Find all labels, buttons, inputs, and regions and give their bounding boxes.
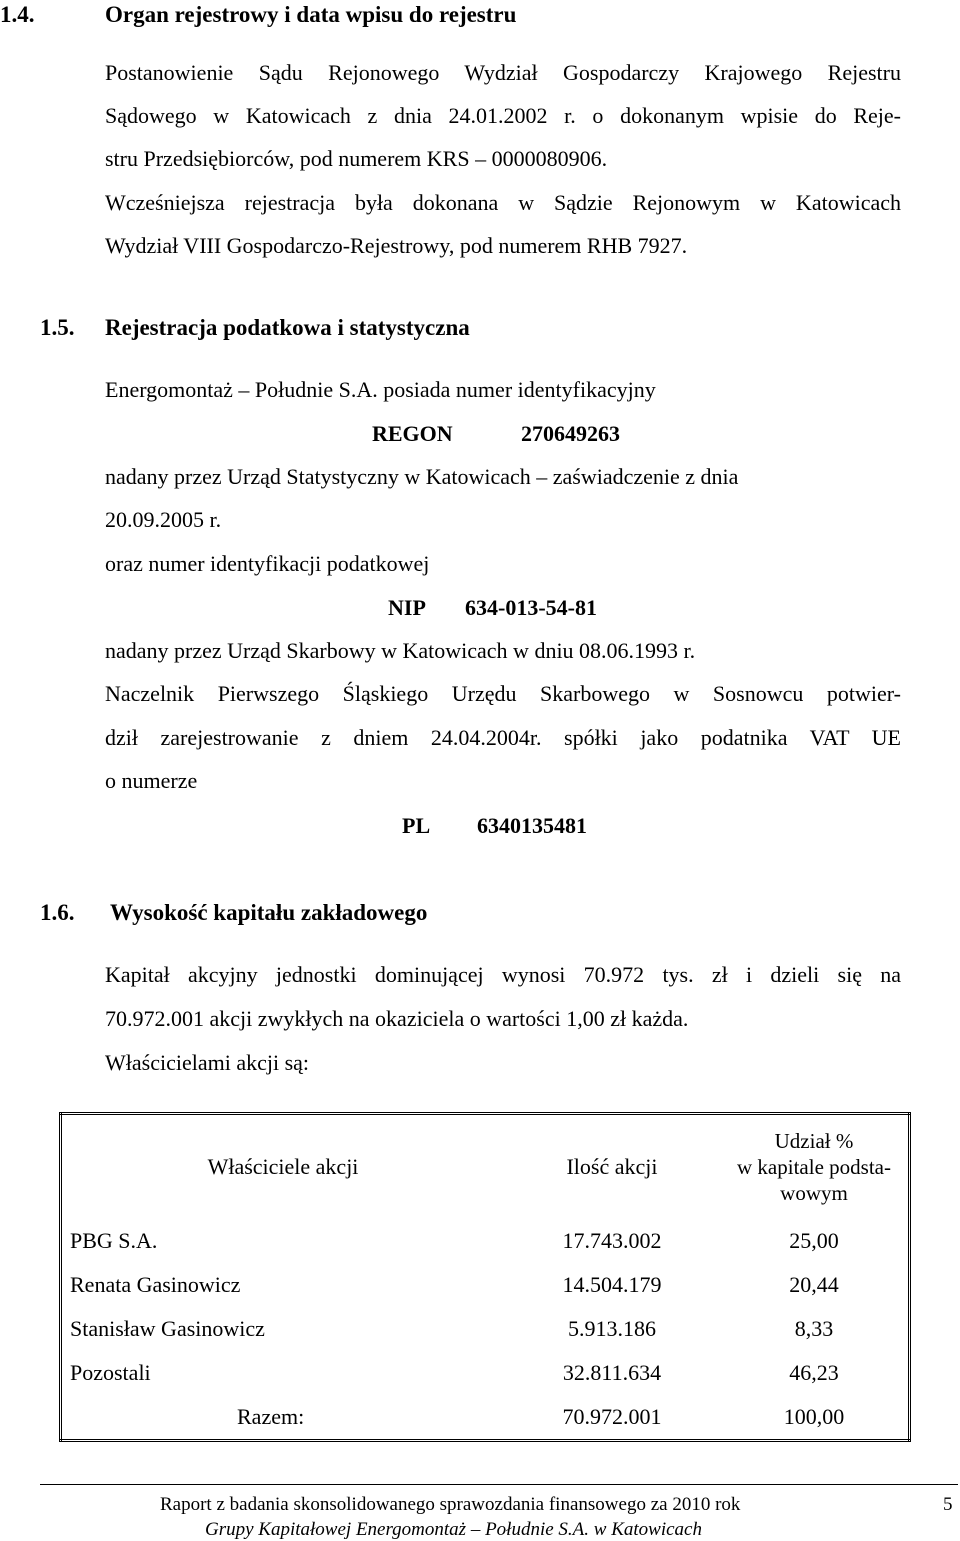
table-row — [61, 1219, 910, 1263]
table-row — [61, 1263, 910, 1307]
vat-value: 6340135481 — [477, 813, 587, 838]
nip-note: nadany przez Urząd Skarbowy w Katowicach w dniu 08.06.1993 r. — [105, 638, 696, 663]
regon-value: 270649263 — [521, 421, 620, 446]
share-percent: 20,44 — [789, 1272, 839, 1297]
vat-line: o numerze — [105, 768, 198, 793]
section-number-1-6: 1.6. — [40, 900, 75, 925]
share-percent: 8,33 — [794, 1316, 834, 1341]
owner-name: PBG S.A. — [70, 1228, 158, 1253]
capital-line: 70.972.001 akcji zwykłych na okaziciela o wartości 1,00 zł każda. — [105, 1006, 689, 1031]
total-percent: 100,00 — [783, 1404, 845, 1429]
owner-name: Pozostali — [70, 1360, 151, 1385]
share-percent: 46,23 — [789, 1360, 839, 1385]
table-row — [61, 1307, 910, 1351]
vat-label: PL — [402, 813, 431, 838]
section-title-1-5: Rejestracja podatkowa i statystyczna — [105, 315, 470, 340]
footer-company: Grupy Kapitałowej Energomontaż – Południe S.A. w Katowicach — [205, 1519, 702, 1540]
capital-line: Kapitał akcyjny jednostki dominującej wynosi 70.972 tys. zł i dzieli się na — [105, 962, 901, 987]
table-row — [61, 1351, 910, 1395]
nip-intro: oraz numer identyfikacji podatkowej — [105, 551, 430, 576]
nip-value: 634-013-54-81 — [465, 595, 597, 620]
regon-note: nadany przez Urząd Statystyczny w Katowicach – zaświadczenie z dnia — [105, 464, 739, 489]
owner-name: Renata Gasinowicz — [70, 1272, 241, 1297]
section-number-1-5: 1.5. — [40, 315, 75, 340]
regon-label: REGON — [372, 421, 453, 446]
total-shares: 70.972.001 — [562, 1404, 662, 1429]
owner-name: Stanisław Gasinowicz — [70, 1316, 265, 1341]
share-count: 17.743.002 — [562, 1228, 662, 1253]
share-percent: 25,00 — [789, 1228, 839, 1253]
paragraph-line: stru Przedsiębiorców, pod numerem KRS – 0000080906. — [105, 146, 608, 171]
capital-line: Właścicielami akcji są: — [105, 1050, 310, 1075]
col-header-pct-line: wowym — [780, 1181, 848, 1205]
table-header-row — [61, 1114, 910, 1220]
vat-line: Naczelnik Pierwszego Śląskiego Urzędu Skarbowego w Sosnowcu potwier- — [105, 681, 901, 706]
section-number-1-4: 1.4. — [0, 2, 35, 27]
footer-divider — [40, 1484, 958, 1485]
paragraph-line: Wcześniejsza rejestracja była dokonana w Sądzie Rejonowym w Katowicach — [105, 190, 901, 215]
paragraph-line: Sądowego w Katowicach z dnia 24.01.2002 r. o dokonanym wpisie do Reje- — [105, 103, 901, 128]
col-header-shares: Ilość akcji — [566, 1154, 658, 1179]
share-count: 14.504.179 — [562, 1272, 662, 1297]
col-header-owners: Właściciele akcji — [207, 1154, 359, 1179]
section-title-1-6: Wysokość kapitału zakładowego — [110, 900, 428, 925]
footer-report-title: Raport z badania skonsolidowanego sprawozdania finansowego za 2010 rok — [160, 1494, 741, 1515]
total-label: Razem: — [237, 1404, 305, 1429]
col-header-pct-line: Udział % — [774, 1129, 854, 1153]
vat-line: dził zarejestrowanie z dniem 24.04.2004r. spółki jako podatnika VAT UE — [105, 725, 901, 750]
share-count: 32.811.634 — [562, 1360, 662, 1385]
regon-note-date: 20.09.2005 r. — [105, 507, 222, 532]
section-title-1-4: Organ rejestrowy i data wpisu do rejestru — [105, 2, 517, 27]
page-number: 5 — [943, 1494, 953, 1515]
paragraph-line: Wydział VIII Gospodarczo-Rejestrowy, pod numerem RHB 7927. — [105, 233, 688, 258]
share-count: 5.913.186 — [568, 1316, 656, 1341]
table-total-row — [61, 1395, 910, 1441]
paragraph-line: Postanowienie Sądu Rejonowego Wydział Gospodarczy Krajowego Rejestru — [105, 60, 901, 85]
nip-label: NIP — [388, 595, 426, 620]
shareholders-table — [59, 1112, 911, 1442]
regon-intro: Energomontaż – Południe S.A. posiada numer identyfikacyjny — [105, 377, 656, 402]
col-header-pct — [720, 1114, 910, 1220]
col-header-pct-line: w kapitale podsta- — [737, 1155, 891, 1179]
